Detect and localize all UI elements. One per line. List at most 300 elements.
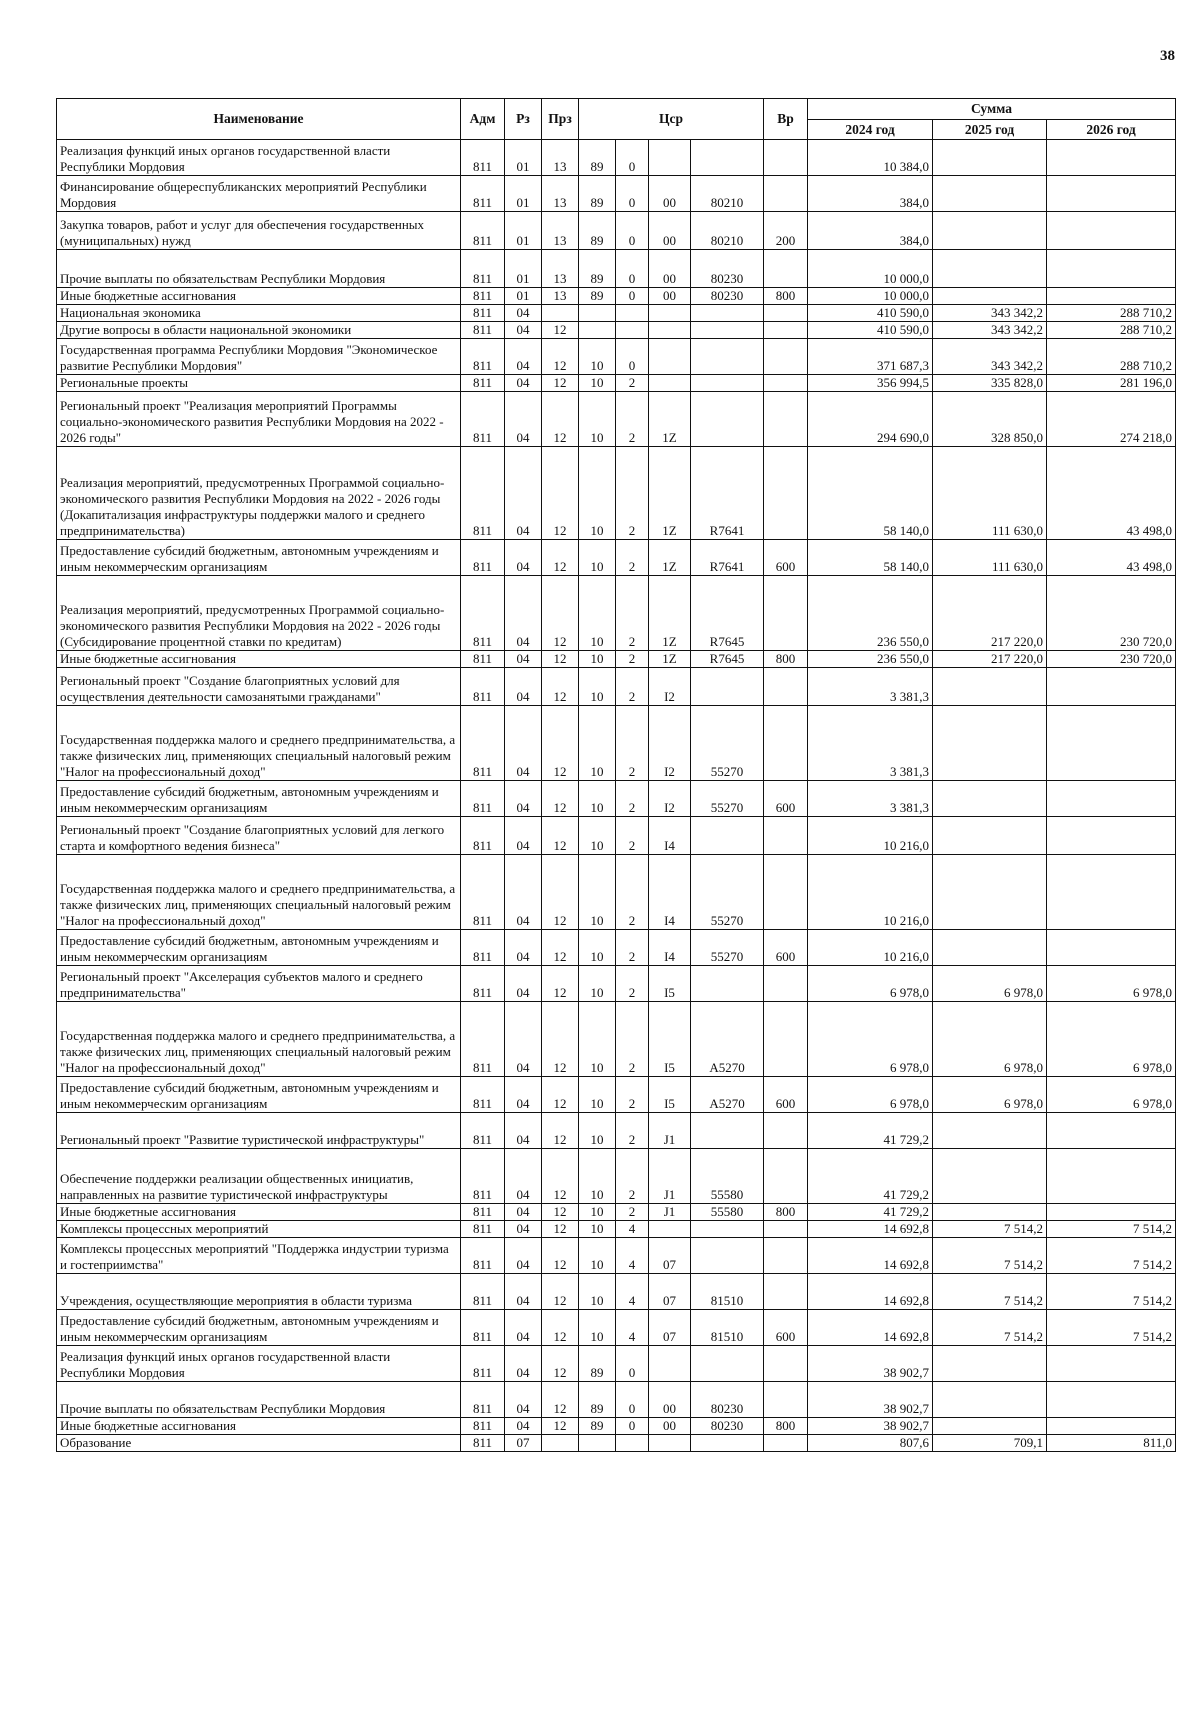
table-row bbox=[57, 668, 1176, 706]
row-sum-2024: 38 902,7 bbox=[808, 1418, 933, 1435]
row-adm: 811 bbox=[461, 1418, 505, 1435]
row-sum-2026 bbox=[1047, 706, 1176, 781]
row-csr-direction: R7645 bbox=[691, 651, 764, 668]
row-rz: 07 bbox=[505, 1435, 542, 1452]
row-adm: 811 bbox=[461, 651, 505, 668]
table-row bbox=[57, 288, 1176, 305]
row-rz: 04 bbox=[505, 817, 542, 855]
row-rz: 04 bbox=[505, 576, 542, 651]
row-csr-program: 89 bbox=[579, 140, 616, 176]
row-sum-2026 bbox=[1047, 176, 1176, 212]
row-adm: 811 bbox=[461, 140, 505, 176]
row-sum-2025: 217 220,0 bbox=[933, 576, 1047, 651]
row-sum-2025 bbox=[933, 212, 1047, 250]
row-csr-program: 10 bbox=[579, 1274, 616, 1310]
header-year-2024: 2024 год bbox=[808, 120, 933, 140]
table-row bbox=[57, 140, 1176, 176]
table-row bbox=[57, 250, 1176, 288]
row-csr-type: 2 bbox=[616, 781, 649, 817]
row-prz: 12 bbox=[542, 1149, 579, 1204]
row-prz: 12 bbox=[542, 375, 579, 392]
row-csr-project: 00 bbox=[649, 288, 691, 305]
row-sum-2026: 7 514,2 bbox=[1047, 1221, 1176, 1238]
row-csr-program: 10 bbox=[579, 375, 616, 392]
row-sum-2024: 14 692,8 bbox=[808, 1238, 933, 1274]
row-prz: 12 bbox=[542, 1346, 579, 1382]
row-sum-2025: 7 514,2 bbox=[933, 1310, 1047, 1346]
row-vr bbox=[764, 250, 808, 288]
row-name: Региональный проект "Создание благоприятных условий для осуществления деятельности самозанятыми гражданами" bbox=[57, 668, 461, 706]
row-csr-type: 0 bbox=[616, 140, 649, 176]
row-prz: 12 bbox=[542, 540, 579, 576]
row-sum-2026: 43 498,0 bbox=[1047, 447, 1176, 540]
row-sum-2025 bbox=[933, 250, 1047, 288]
row-adm: 811 bbox=[461, 250, 505, 288]
table-row bbox=[57, 1077, 1176, 1113]
row-rz: 04 bbox=[505, 375, 542, 392]
row-sum-2026: 6 978,0 bbox=[1047, 1002, 1176, 1077]
row-rz: 04 bbox=[505, 305, 542, 322]
row-vr: 600 bbox=[764, 781, 808, 817]
row-csr-program: 10 bbox=[579, 1077, 616, 1113]
table-row bbox=[57, 1221, 1176, 1238]
row-csr-type: 4 bbox=[616, 1310, 649, 1346]
row-name: Закупка товаров, работ и услуг для обеспечения государственных (муниципальных) нужд bbox=[57, 212, 461, 250]
table-row bbox=[57, 651, 1176, 668]
row-sum-2024: 236 550,0 bbox=[808, 651, 933, 668]
row-prz bbox=[542, 305, 579, 322]
row-prz: 12 bbox=[542, 392, 579, 447]
row-name: Предоставление субсидий бюджетным, автономным учреждениям и иным некоммерческим организациям bbox=[57, 781, 461, 817]
row-csr-direction: 80210 bbox=[691, 212, 764, 250]
row-csr-direction: A5270 bbox=[691, 1002, 764, 1077]
row-prz: 12 bbox=[542, 1238, 579, 1274]
table-row bbox=[57, 1238, 1176, 1274]
row-vr: 800 bbox=[764, 1204, 808, 1221]
row-csr-program: 89 bbox=[579, 288, 616, 305]
row-rz: 04 bbox=[505, 651, 542, 668]
row-rz: 04 bbox=[505, 1274, 542, 1310]
row-sum-2024: 58 140,0 bbox=[808, 540, 933, 576]
row-rz: 04 bbox=[505, 966, 542, 1002]
row-sum-2026: 43 498,0 bbox=[1047, 540, 1176, 576]
row-adm: 811 bbox=[461, 212, 505, 250]
row-sum-2025 bbox=[933, 1204, 1047, 1221]
row-csr-type: 0 bbox=[616, 288, 649, 305]
row-sum-2025: 343 342,2 bbox=[933, 322, 1047, 339]
row-adm: 811 bbox=[461, 305, 505, 322]
row-csr-type: 0 bbox=[616, 339, 649, 375]
header-vr: Вр bbox=[764, 99, 808, 140]
row-vr: 200 bbox=[764, 212, 808, 250]
row-prz: 12 bbox=[542, 651, 579, 668]
row-csr-direction: R7645 bbox=[691, 576, 764, 651]
row-rz: 04 bbox=[505, 930, 542, 966]
header-name: Наименование bbox=[57, 99, 461, 140]
row-adm: 811 bbox=[461, 540, 505, 576]
row-csr-type: 2 bbox=[616, 1113, 649, 1149]
row-csr-project: 07 bbox=[649, 1238, 691, 1274]
row-csr-project: 00 bbox=[649, 1418, 691, 1435]
row-csr-program: 89 bbox=[579, 176, 616, 212]
row-sum-2025: 7 514,2 bbox=[933, 1221, 1047, 1238]
row-sum-2024: 3 381,3 bbox=[808, 706, 933, 781]
table-row bbox=[57, 855, 1176, 930]
row-csr-program: 10 bbox=[579, 1149, 616, 1204]
row-csr-project: I4 bbox=[649, 930, 691, 966]
row-sum-2024: 371 687,3 bbox=[808, 339, 933, 375]
budget-table bbox=[56, 98, 1176, 1452]
row-sum-2026: 274 218,0 bbox=[1047, 392, 1176, 447]
table-row bbox=[57, 930, 1176, 966]
row-name: Государственная поддержка малого и среднего предпринимательства, а также физических лиц, применяющих специальный налоговый режим "Налог на профессиональный доход" bbox=[57, 1002, 461, 1077]
row-csr-direction: 55580 bbox=[691, 1204, 764, 1221]
table-row bbox=[57, 1149, 1176, 1204]
row-name: Государственная программа Республики Мордовия "Экономическое развитие Республики Мордовия" bbox=[57, 339, 461, 375]
row-adm: 811 bbox=[461, 322, 505, 339]
row-csr-type: 0 bbox=[616, 250, 649, 288]
row-csr-type: 2 bbox=[616, 668, 649, 706]
row-sum-2026 bbox=[1047, 668, 1176, 706]
row-csr-project: 00 bbox=[649, 1382, 691, 1418]
row-prz: 13 bbox=[542, 288, 579, 305]
row-csr-project: J1 bbox=[649, 1149, 691, 1204]
row-adm: 811 bbox=[461, 1077, 505, 1113]
row-prz bbox=[542, 1435, 579, 1452]
row-csr-direction: 55270 bbox=[691, 781, 764, 817]
row-csr-program: 10 bbox=[579, 339, 616, 375]
row-name: Предоставление субсидий бюджетным, автономным учреждениям и иным некоммерческим организациям bbox=[57, 1310, 461, 1346]
row-vr bbox=[764, 1113, 808, 1149]
row-csr-program: 89 bbox=[579, 250, 616, 288]
row-sum-2024: 10 216,0 bbox=[808, 855, 933, 930]
row-prz: 13 bbox=[542, 250, 579, 288]
row-sum-2025 bbox=[933, 1149, 1047, 1204]
row-rz: 04 bbox=[505, 1382, 542, 1418]
row-prz: 12 bbox=[542, 855, 579, 930]
row-sum-2026 bbox=[1047, 250, 1176, 288]
row-csr-type: 2 bbox=[616, 855, 649, 930]
row-rz: 04 bbox=[505, 1113, 542, 1149]
row-vr bbox=[764, 1221, 808, 1238]
row-csr-program: 89 bbox=[579, 1346, 616, 1382]
row-rz: 01 bbox=[505, 140, 542, 176]
row-sum-2024: 10 384,0 bbox=[808, 140, 933, 176]
row-vr bbox=[764, 1149, 808, 1204]
row-sum-2025 bbox=[933, 855, 1047, 930]
row-prz: 12 bbox=[542, 1418, 579, 1435]
row-adm: 811 bbox=[461, 375, 505, 392]
row-rz: 04 bbox=[505, 1238, 542, 1274]
row-vr: 600 bbox=[764, 540, 808, 576]
row-prz: 12 bbox=[542, 1310, 579, 1346]
row-rz: 04 bbox=[505, 1204, 542, 1221]
row-sum-2026 bbox=[1047, 212, 1176, 250]
row-name: Национальная экономика bbox=[57, 305, 461, 322]
row-sum-2026: 6 978,0 bbox=[1047, 966, 1176, 1002]
row-sum-2025: 335 828,0 bbox=[933, 375, 1047, 392]
row-sum-2025: 6 978,0 bbox=[933, 1002, 1047, 1077]
row-vr bbox=[764, 855, 808, 930]
row-sum-2026: 281 196,0 bbox=[1047, 375, 1176, 392]
row-prz: 12 bbox=[542, 1274, 579, 1310]
row-name: Реализация функций иных органов государственной власти Республики Мордовия bbox=[57, 140, 461, 176]
row-csr-direction bbox=[691, 140, 764, 176]
row-sum-2024: 384,0 bbox=[808, 212, 933, 250]
row-csr-direction bbox=[691, 817, 764, 855]
row-rz: 04 bbox=[505, 447, 542, 540]
row-prz: 12 bbox=[542, 966, 579, 1002]
row-name: Региональный проект "Создание благоприятных условий для легкого старта и комфортного ведения бизнеса" bbox=[57, 817, 461, 855]
table-row bbox=[57, 392, 1176, 447]
row-sum-2024: 14 692,8 bbox=[808, 1274, 933, 1310]
row-csr-program: 10 bbox=[579, 1221, 616, 1238]
row-csr-type: 0 bbox=[616, 176, 649, 212]
row-sum-2025: 343 342,2 bbox=[933, 305, 1047, 322]
row-sum-2025 bbox=[933, 1382, 1047, 1418]
header-sum: Сумма bbox=[808, 99, 1176, 120]
row-csr-direction bbox=[691, 322, 764, 339]
row-sum-2026 bbox=[1047, 930, 1176, 966]
row-sum-2024: 384,0 bbox=[808, 176, 933, 212]
row-csr-program: 10 bbox=[579, 668, 616, 706]
row-csr-project: I4 bbox=[649, 817, 691, 855]
row-adm: 811 bbox=[461, 1149, 505, 1204]
row-csr-program bbox=[579, 305, 616, 322]
row-rz: 04 bbox=[505, 339, 542, 375]
row-adm: 811 bbox=[461, 1382, 505, 1418]
row-name: Региональные проекты bbox=[57, 375, 461, 392]
row-vr bbox=[764, 305, 808, 322]
row-vr: 800 bbox=[764, 288, 808, 305]
row-sum-2024: 38 902,7 bbox=[808, 1382, 933, 1418]
row-csr-type: 4 bbox=[616, 1238, 649, 1274]
row-adm: 811 bbox=[461, 966, 505, 1002]
row-name: Реализация мероприятий, предусмотренных Программой социально-экономического развития Республики Мордовия на 2022 - 2026 годы (Докапитализация инфраструктуры поддержки малого и среднего предпринимательства) bbox=[57, 447, 461, 540]
row-csr-project bbox=[649, 1221, 691, 1238]
row-vr bbox=[764, 706, 808, 781]
header-adm: Адм bbox=[461, 99, 505, 140]
row-adm: 811 bbox=[461, 1113, 505, 1149]
row-csr-direction: 55270 bbox=[691, 706, 764, 781]
row-csr-type: 2 bbox=[616, 1149, 649, 1204]
table-body bbox=[57, 140, 1176, 1452]
row-csr-program: 89 bbox=[579, 1382, 616, 1418]
row-sum-2024: 10 216,0 bbox=[808, 817, 933, 855]
row-sum-2024: 10 000,0 bbox=[808, 250, 933, 288]
row-csr-type: 2 bbox=[616, 1002, 649, 1077]
row-sum-2024: 14 692,8 bbox=[808, 1310, 933, 1346]
row-rz: 04 bbox=[505, 706, 542, 781]
row-csr-program: 10 bbox=[579, 447, 616, 540]
row-sum-2025: 111 630,0 bbox=[933, 540, 1047, 576]
row-sum-2025 bbox=[933, 668, 1047, 706]
row-sum-2026: 288 710,2 bbox=[1047, 339, 1176, 375]
row-name: Государственная поддержка малого и среднего предпринимательства, а также физических лиц, применяющих специальный налоговый режим "Налог на профессиональный доход" bbox=[57, 855, 461, 930]
row-vr bbox=[764, 447, 808, 540]
row-csr-program: 10 bbox=[579, 1310, 616, 1346]
table-row bbox=[57, 212, 1176, 250]
row-adm: 811 bbox=[461, 176, 505, 212]
table-row bbox=[57, 817, 1176, 855]
row-sum-2025 bbox=[933, 176, 1047, 212]
row-csr-direction: 81510 bbox=[691, 1274, 764, 1310]
row-csr-project: I5 bbox=[649, 966, 691, 1002]
row-sum-2025: 6 978,0 bbox=[933, 1077, 1047, 1113]
row-csr-direction bbox=[691, 966, 764, 1002]
row-sum-2026: 288 710,2 bbox=[1047, 322, 1176, 339]
row-sum-2026: 230 720,0 bbox=[1047, 576, 1176, 651]
row-csr-program bbox=[579, 322, 616, 339]
row-prz: 13 bbox=[542, 140, 579, 176]
table-row bbox=[57, 1346, 1176, 1382]
page-number: 38 bbox=[1160, 48, 1175, 64]
row-name: Государственная поддержка малого и среднего предпринимательства, а также физических лиц, применяющих специальный налоговый режим "Налог на профессиональный доход" bbox=[57, 706, 461, 781]
row-csr-program: 10 bbox=[579, 1204, 616, 1221]
row-csr-project bbox=[649, 322, 691, 339]
row-adm: 811 bbox=[461, 668, 505, 706]
row-csr-direction: 80230 bbox=[691, 250, 764, 288]
row-csr-project: J1 bbox=[649, 1113, 691, 1149]
row-sum-2026: 7 514,2 bbox=[1047, 1310, 1176, 1346]
row-vr bbox=[764, 392, 808, 447]
row-csr-project: 00 bbox=[649, 176, 691, 212]
header-year-2025: 2025 год bbox=[933, 120, 1047, 140]
row-csr-direction: R7641 bbox=[691, 447, 764, 540]
row-csr-project: 1Z bbox=[649, 447, 691, 540]
row-csr-direction bbox=[691, 305, 764, 322]
row-vr bbox=[764, 140, 808, 176]
row-rz: 01 bbox=[505, 212, 542, 250]
row-name: Прочие выплаты по обязательствам Республики Мордовия bbox=[57, 250, 461, 288]
row-rz: 04 bbox=[505, 540, 542, 576]
row-csr-direction: 80230 bbox=[691, 1382, 764, 1418]
row-name: Комплексы процессных мероприятий bbox=[57, 1221, 461, 1238]
row-vr: 600 bbox=[764, 1310, 808, 1346]
row-csr-project: 1Z bbox=[649, 392, 691, 447]
row-csr-type: 2 bbox=[616, 375, 649, 392]
row-name: Комплексы процессных мероприятий "Поддержка индустрии туризма и гостеприимства" bbox=[57, 1238, 461, 1274]
row-csr-type: 0 bbox=[616, 1382, 649, 1418]
row-csr-direction: 80210 bbox=[691, 176, 764, 212]
row-vr bbox=[764, 339, 808, 375]
row-vr bbox=[764, 576, 808, 651]
row-adm: 811 bbox=[461, 930, 505, 966]
row-csr-type: 2 bbox=[616, 706, 649, 781]
row-adm: 811 bbox=[461, 576, 505, 651]
header-prz: Прз bbox=[542, 99, 579, 140]
row-sum-2025: 111 630,0 bbox=[933, 447, 1047, 540]
row-name: Предоставление субсидий бюджетным, автономным учреждениям и иным некоммерческим организациям bbox=[57, 930, 461, 966]
row-sum-2026 bbox=[1047, 1382, 1176, 1418]
row-csr-project: I5 bbox=[649, 1077, 691, 1113]
row-csr-project: 07 bbox=[649, 1274, 691, 1310]
table-row bbox=[57, 576, 1176, 651]
row-csr-project: 1Z bbox=[649, 651, 691, 668]
row-csr-type: 2 bbox=[616, 930, 649, 966]
table-row bbox=[57, 706, 1176, 781]
row-csr-type bbox=[616, 305, 649, 322]
row-sum-2025: 217 220,0 bbox=[933, 651, 1047, 668]
row-sum-2024: 807,6 bbox=[808, 1435, 933, 1452]
row-adm: 811 bbox=[461, 1002, 505, 1077]
row-csr-program: 10 bbox=[579, 1113, 616, 1149]
row-vr bbox=[764, 176, 808, 212]
row-rz: 01 bbox=[505, 250, 542, 288]
row-adm: 811 bbox=[461, 1274, 505, 1310]
row-csr-type: 2 bbox=[616, 966, 649, 1002]
row-sum-2025 bbox=[933, 288, 1047, 305]
row-csr-project: 1Z bbox=[649, 540, 691, 576]
row-csr-program: 10 bbox=[579, 855, 616, 930]
row-vr bbox=[764, 966, 808, 1002]
table-row bbox=[57, 176, 1176, 212]
row-sum-2026 bbox=[1047, 1204, 1176, 1221]
row-vr: 800 bbox=[764, 651, 808, 668]
row-csr-direction bbox=[691, 1113, 764, 1149]
header-csr: Цср bbox=[579, 99, 764, 140]
row-csr-program: 10 bbox=[579, 781, 616, 817]
row-vr bbox=[764, 1346, 808, 1382]
row-sum-2026 bbox=[1047, 855, 1176, 930]
table-row bbox=[57, 1204, 1176, 1221]
row-sum-2026 bbox=[1047, 1113, 1176, 1149]
row-prz: 12 bbox=[542, 706, 579, 781]
row-sum-2025 bbox=[933, 781, 1047, 817]
row-csr-direction: A5270 bbox=[691, 1077, 764, 1113]
row-csr-project: I2 bbox=[649, 781, 691, 817]
row-sum-2026 bbox=[1047, 1418, 1176, 1435]
row-csr-type: 2 bbox=[616, 1077, 649, 1113]
row-prz: 12 bbox=[542, 576, 579, 651]
row-csr-program: 10 bbox=[579, 817, 616, 855]
row-adm: 811 bbox=[461, 392, 505, 447]
row-csr-program: 10 bbox=[579, 576, 616, 651]
row-rz: 04 bbox=[505, 1221, 542, 1238]
row-sum-2025 bbox=[933, 1113, 1047, 1149]
row-sum-2025 bbox=[933, 817, 1047, 855]
row-prz: 12 bbox=[542, 1221, 579, 1238]
row-csr-program: 10 bbox=[579, 392, 616, 447]
row-sum-2024: 294 690,0 bbox=[808, 392, 933, 447]
row-csr-direction: 81510 bbox=[691, 1310, 764, 1346]
row-sum-2026: 7 514,2 bbox=[1047, 1274, 1176, 1310]
header-year-2026: 2026 год bbox=[1047, 120, 1176, 140]
table-row bbox=[57, 540, 1176, 576]
row-csr-direction: 80230 bbox=[691, 1418, 764, 1435]
row-sum-2025: 709,1 bbox=[933, 1435, 1047, 1452]
row-rz: 04 bbox=[505, 855, 542, 930]
row-csr-project bbox=[649, 375, 691, 392]
row-name: Региональный проект "Реализация мероприятий Программы социально-экономического развития Республики Мордовия на 2022 - 2026 годы" bbox=[57, 392, 461, 447]
row-csr-type: 2 bbox=[616, 540, 649, 576]
table-row bbox=[57, 1002, 1176, 1077]
row-csr-type: 4 bbox=[616, 1221, 649, 1238]
row-name: Предоставление субсидий бюджетным, автономным учреждениям и иным некоммерческим организациям bbox=[57, 540, 461, 576]
row-adm: 811 bbox=[461, 339, 505, 375]
row-csr-direction: 55270 bbox=[691, 930, 764, 966]
row-prz: 12 bbox=[542, 339, 579, 375]
row-prz: 12 bbox=[542, 1204, 579, 1221]
row-adm: 811 bbox=[461, 447, 505, 540]
row-csr-project: I2 bbox=[649, 668, 691, 706]
row-csr-type bbox=[616, 1435, 649, 1452]
row-sum-2026 bbox=[1047, 1346, 1176, 1382]
row-adm: 811 bbox=[461, 706, 505, 781]
row-name: Иные бюджетные ассигнования bbox=[57, 288, 461, 305]
row-sum-2026 bbox=[1047, 817, 1176, 855]
row-rz: 04 bbox=[505, 1310, 542, 1346]
